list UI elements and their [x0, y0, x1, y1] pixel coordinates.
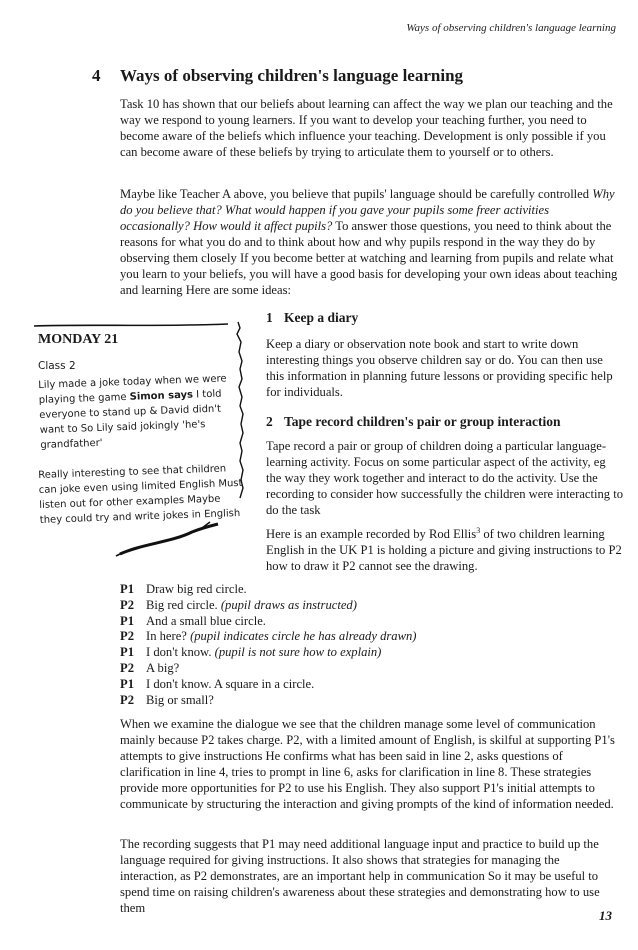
stage-direction: (pupil indicates circle he has already drawn) — [190, 629, 417, 644]
analysis-paragraph: When we examine the dialogue we see that the children manage some level of communication mainly because P2 takes charge. P2, with a limited amount of English, is skilful at supporting P1's attempts to give instructions He confirms what has been said in line 2, asks questions of clarification in line 4, tries to prompt in line 6, asks for clarification in line 8. These strategies provide more opportunities for P2 to use his English. They also support P1's initial attempts to communicate by structuring the interaction and giving prompts of the kind of information needed. — [120, 717, 615, 811]
dialogue-text: I don't know. A square in a circle. — [146, 676, 315, 691]
beliefs-paragraph-start: Maybe like Teacher A above, you believe that pupils' language should be carefully controlled — [120, 187, 593, 201]
beliefs-paragraph — [120, 186, 618, 298]
diary-entry-game-name: Simon says — [129, 389, 194, 403]
section-title — [92, 66, 612, 86]
stage-direction: (pupil draws as instructed) — [220, 597, 357, 612]
speaker-label: P1 — [120, 645, 134, 660]
dialogue-line — [120, 677, 618, 693]
stage-direction: (pupil is not sure how to explain) — [214, 645, 382, 660]
dialogue-line — [120, 614, 618, 630]
dialogue-line — [120, 598, 618, 614]
dialogue-line — [120, 582, 618, 598]
dialogue-line — [120, 645, 618, 661]
dialogue-line — [120, 629, 618, 645]
idea-2-text: Tape record a pair or group of children doing a particular language-learning activity. Focus on some particular aspect of the activity, eg the way they work together and interact to do the activity. Use the recording to consider how successfully the children were interacting to do the task — [266, 439, 624, 517]
section-number: 4 — [92, 66, 101, 85]
dialogue-line — [120, 661, 618, 677]
speaker-label: P2 — [120, 660, 134, 675]
running-header: Ways of observing children's language learning — [406, 22, 616, 34]
dialogue-text: Big red circle. — [146, 597, 221, 612]
idea-2-heading — [266, 414, 616, 430]
diary-entry-joke-end: I told everyone to stand up & David didn't want to So Lily said jokingly 'he's grandfather' — [39, 388, 222, 451]
idea-2-title: Tape record children's pair or group interaction — [284, 414, 561, 429]
dialogue-text: Big or small? — [146, 692, 214, 707]
dialogue-transcript — [120, 582, 618, 708]
dialogue-text: And a small blue circle. — [146, 613, 266, 628]
diary-entry-reflection: Really interesting to see that children can joke even using limited English Must listen out for other examples Maybe they could try and write jokes in English — [38, 463, 243, 526]
speaker-label: P1 — [120, 613, 134, 628]
idea-1-title: Keep a diary — [284, 310, 359, 325]
speaker-label: P1 — [120, 582, 134, 596]
beliefs-paragraph-questions: Why do you believe that? What would happen if you gave your pupils some freer activities occasionally? How would it affect pupils? — [120, 187, 615, 233]
idea-1-text: Keep a diary or observation note book and start to write down interesting things you observe children say or do. You can then use this information in planning future lessons or providing specific help for individuals. — [266, 337, 613, 399]
diary-entry-joke — [38, 371, 245, 453]
dialogue-text: Draw big red circle. — [146, 582, 247, 596]
dialogue-text: A big? — [146, 660, 180, 675]
speaker-label: P2 — [120, 629, 134, 644]
idea-1-number: 1 — [266, 310, 273, 325]
idea-2-example-end: of two children learning English in the UK P1 is holding a picture and giving instructions to P2 how to draw it P2 cannot see the drawing. — [266, 527, 622, 573]
diary-page-illustration — [32, 318, 246, 558]
speaker-label: P2 — [120, 597, 134, 612]
section-title-text: Ways of observing children's language learning — [120, 66, 464, 85]
intro-paragraph: Task 10 has shown that our beliefs about learning can affect the way we plan our teaching and the way we respond to young learners. If you want to develop your teaching further, you need to become aware of the beliefs which influence your teaching. Development is only possible if you can become aware of these beliefs by trying to articulate them to yourself or to others. — [120, 97, 613, 159]
speaker-label: P2 — [120, 692, 134, 707]
diary-class-label: Class 2 — [38, 360, 76, 372]
dialogue-line — [120, 693, 618, 709]
idea-1-heading — [266, 310, 616, 326]
speaker-label: P1 — [120, 676, 134, 691]
dialogue-text: In here? — [146, 629, 191, 644]
conclusion-paragraph: The recording suggests that P1 may need additional language input and practice to build up the language required for giving instructions. It also shows that strategies for managing the interaction, as P2 demonstrates, are an important help in communication So it may be useful to spend time on raising children's awareness about these strategies and demonstrating how to use them — [120, 837, 600, 915]
dialogue-text: I don't know. — [146, 645, 215, 660]
diary-entry-joke-start: Lily made a joke today when we were playing the game — [38, 373, 227, 406]
idea-2-example — [266, 526, 624, 574]
page-number: 13 — [599, 908, 612, 923]
idea-2-number: 2 — [266, 414, 273, 429]
diary-day: MONDAY 21 — [38, 332, 119, 347]
idea-2-example-start: Here is an example recorded by Rod Ellis — [266, 527, 477, 541]
beliefs-paragraph-end: To answer those questions, you need to think about the reasons for what you do and to think about how and why pupils respond in the way they do by observing them closely If you become better at watching and learning from pupils and relate what you learn to your beliefs, you will have a good basis for developing your own ideas about teaching and learning Here are some ideas: — [120, 219, 618, 297]
footnote-reference: 3 — [476, 525, 481, 535]
